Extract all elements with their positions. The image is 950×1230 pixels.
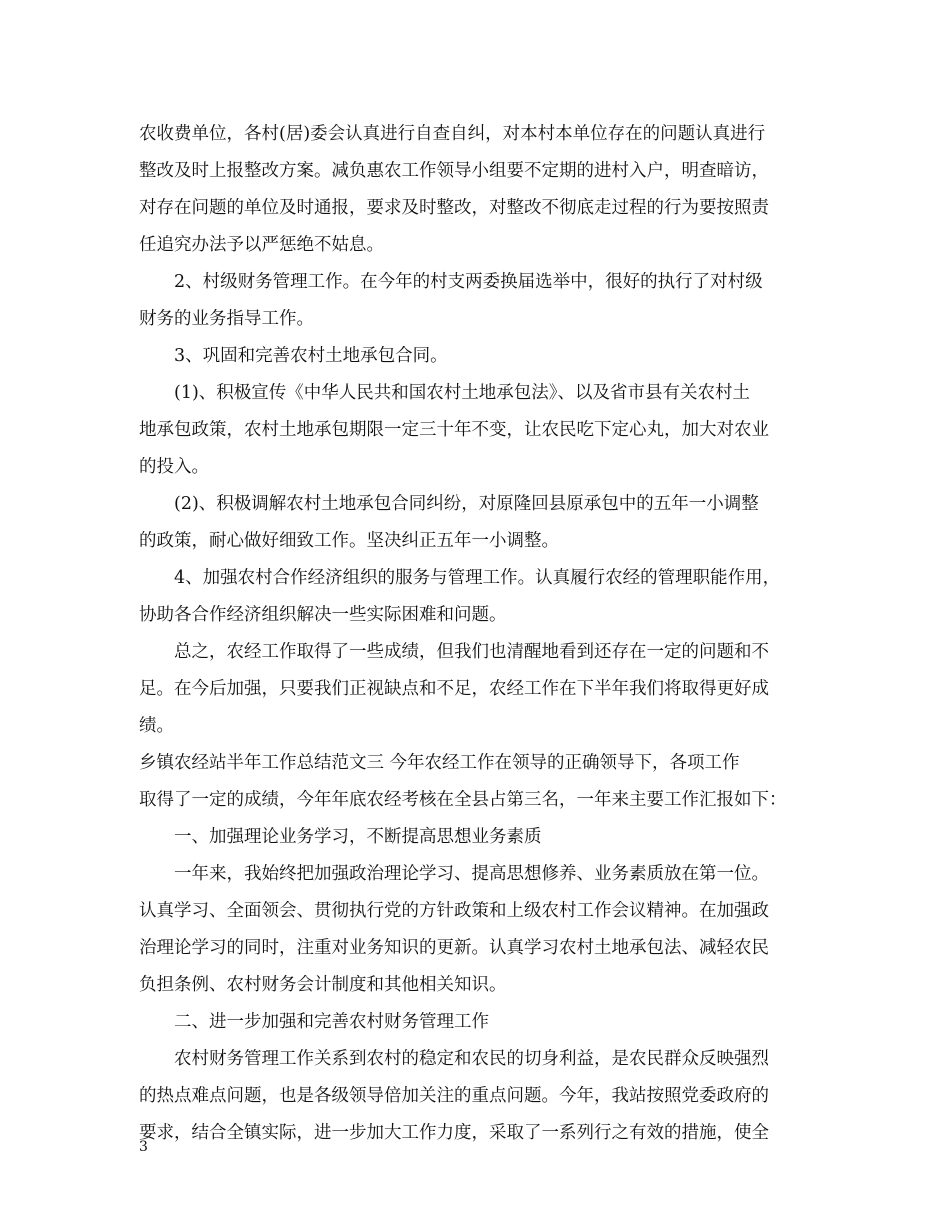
page-number: 3	[139, 1139, 148, 1155]
text-line: 一年来，我始终把加强政治理论学习、提高思想修养、业务素质放在第一位。	[174, 864, 769, 884]
text-line: 农收费单位，各村(居)委会认真进行自查自纠，对本村本单位存在的问题认真进行	[139, 124, 766, 144]
text-line: 财务的业务指导工作。	[139, 309, 314, 329]
text-line: 2、村级财务管理工作。在今年的村支两委换届选举中，很好的执行了对村级	[174, 272, 763, 292]
text-line: 农村财务管理工作关系到农村的稳定和农民的切身利益，是农民群众反映强烈	[174, 1049, 769, 1069]
text-line: 负担条例、农村财务会计制度和其他相关知识。	[139, 975, 507, 995]
text-line: (2)、积极调解农村土地承包合同纠纷，对原隆回县原承包中的五年一小调整	[174, 494, 759, 514]
text-line: 足。在今后加强，只要我们正视缺点和不足，农经工作在下半年我们将取得更好成	[139, 679, 769, 699]
text-line: 协助各合作经济组织解决一些实际困难和问题。	[139, 605, 507, 625]
text-line: 的热点难点问题，也是各级领导倍加关注的重点问题。今年，我站按照党委政府的	[139, 1086, 769, 1106]
text-line: 要求，结合全镇实际，进一步加大工作力度，采取了一系列行之有效的措施，使全	[139, 1123, 769, 1143]
text-line: 整改及时上报整改方案。减负惠农工作领导小组要不定期的进村入户，明查暗访，	[139, 161, 769, 181]
text-line: 的政策，耐心做好细致工作。坚决纠正五年一小调整。	[139, 531, 559, 551]
text-line: 的投入。	[139, 457, 209, 477]
text-line: 认真学习、全面领会、贯彻执行党的方针政策和上级农村工作会议精神。在加强政	[139, 901, 769, 921]
text-line: 对存在问题的单位及时通报，要求及时整改，对整改不彻底走过程的行为要按照责	[139, 198, 769, 218]
text-line: (1)、积极宣传《中华人民共和国农村土地承包法》、以及省市县有关农村土	[174, 383, 751, 403]
document-body	[139, 116, 815, 1152]
text-line: 治理论学习的同时，注重对业务知识的更新。认真学习农村土地承包法、减轻农民	[139, 938, 769, 958]
section-heading: 一、加强理论业务学习，不断提高思想业务素质	[174, 827, 542, 847]
text-line: 总之，农经工作取得了一些成绩，但我们也清醒地看到还存在一定的问题和不	[174, 642, 769, 662]
text-line: 绩。	[139, 716, 174, 736]
text-line: 4、加强农村合作经济组织的服务与管理工作。认真履行农经的管理职能作用，	[174, 568, 781, 588]
section-heading: 二、进一步加强和完善农村财务管理工作	[174, 1012, 489, 1032]
text-line: 任追究办法予以严惩绝不姑息。	[139, 235, 384, 255]
text-line: 取得了一定的成绩，今年年底农经考核在全县占第三名，一年来主要工作汇报如下：	[139, 790, 787, 810]
text-line: 乡镇农经站半年工作总结范文三 今年农经工作在领导的正确领导下，各项工作	[139, 753, 740, 773]
text-line: 地承包政策，农村土地承包期限一定三十年不变，让农民吃下定心丸，加大对农业	[139, 420, 769, 440]
text-line: 3、巩固和完善农村土地承包合同。	[174, 346, 448, 366]
